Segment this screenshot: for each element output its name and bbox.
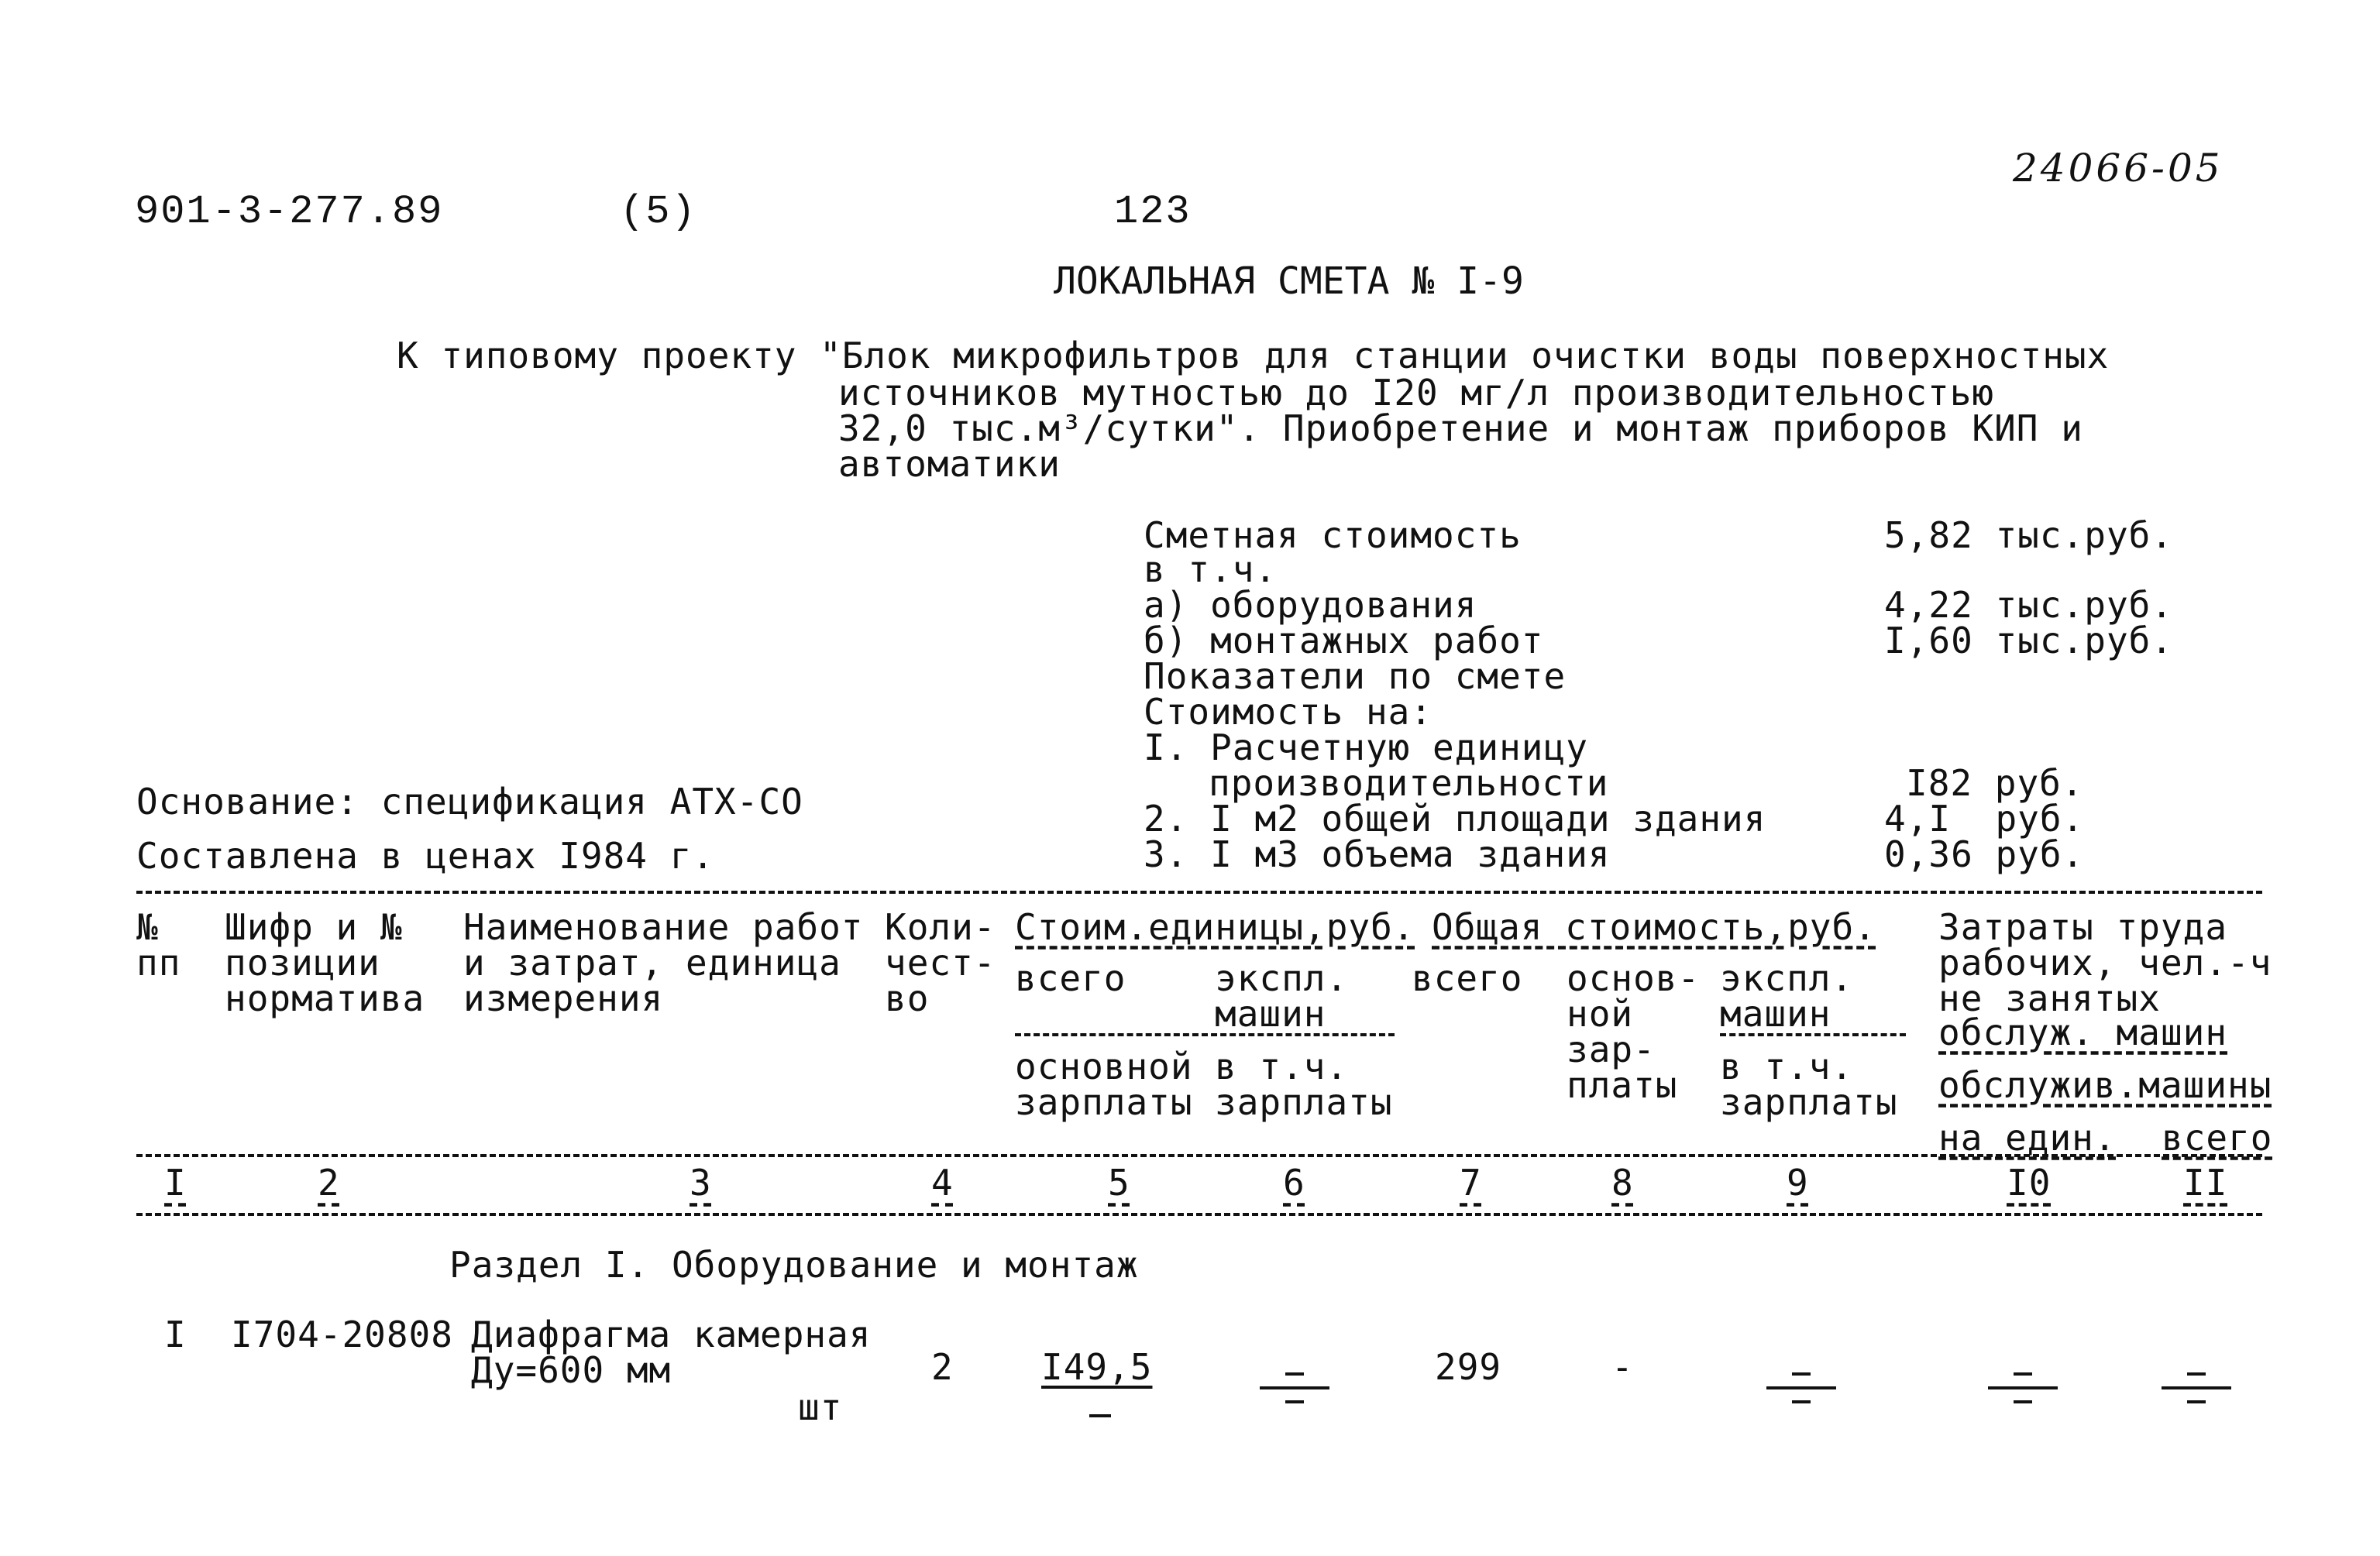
header-total-machines: экспл. машин — [1720, 957, 1854, 1035]
column-numbers-rule — [136, 1213, 2262, 1216]
header-quantity: Коли- чест- во — [885, 906, 996, 1019]
header-labor: Затраты труда рабочих, чел.-ч не занятых — [1938, 906, 2272, 1019]
row-labor-total-empty — [2162, 1372, 2231, 1403]
row-base-salary: - — [1611, 1346, 1634, 1388]
indicator-3-label: 3. I м3 объема здания — [1144, 833, 1611, 875]
project-name-line1: "Блок микрофильтров для станции очистки воды поверхностных — [820, 335, 2110, 376]
row-name-line1: Диафрагма камерная — [471, 1314, 872, 1355]
indicator-1-label: I. Расчетную единицу — [1144, 726, 1588, 768]
document-code: 901-3-277.89 — [135, 189, 444, 235]
table-top-rule — [136, 891, 2262, 894]
row-unit: шт — [798, 1386, 843, 1428]
archive-stamp-number: 24066-05 — [2013, 146, 2224, 191]
including-label: в т.ч. — [1144, 548, 1278, 590]
column-number-10: I0 — [2007, 1162, 2052, 1204]
row-unit-cost: I49,5 — [1041, 1346, 1153, 1388]
indicator-3-value: 0,36 руб. — [1884, 833, 2085, 875]
indicator-1-value: I82 руб. — [1906, 762, 2084, 804]
header-total-all: всего — [1412, 957, 1523, 999]
row-number: I — [164, 1314, 187, 1355]
column-number-2: 2 — [318, 1162, 340, 1204]
header-labor-per-unit: на един. — [1938, 1117, 2117, 1159]
page-number: 123 — [1114, 189, 1192, 235]
column-number-3: 3 — [690, 1162, 712, 1204]
header-total-cost: Общая стоимость,руб. — [1432, 906, 1876, 948]
row-position-code: I704-20808 — [231, 1314, 453, 1355]
column-number-6: 6 — [1283, 1162, 1305, 1204]
header-work-name: Наименование работ и затрат, единица измерения — [463, 906, 864, 1019]
estimated-cost-label: Сметная стоимость — [1144, 514, 1522, 556]
row-labor-per-unit-empty — [1988, 1372, 2058, 1403]
project-label: К типовому проекту — [397, 335, 797, 376]
header-unit-total: всего — [1015, 957, 1126, 999]
row-quantity: 2 — [931, 1346, 954, 1388]
column-number-5: 5 — [1108, 1162, 1130, 1204]
row-name-line2: Ду=600 мм — [471, 1349, 672, 1391]
document-title: ЛОКАЛЬНАЯ СМЕТА № I-9 — [1054, 259, 1524, 303]
column-number-9: 9 — [1787, 1162, 1809, 1204]
header-unit-divider — [1015, 1033, 1395, 1036]
row-total-machines-empty — [1766, 1372, 1836, 1403]
indicator-2-label: 2. I м2 общей площади здания — [1144, 798, 1766, 840]
project-name-line4: автоматики — [838, 443, 1061, 485]
header-unit-machine-salary: в т.ч. зарплаты — [1215, 1046, 1393, 1123]
header-bottom-rule — [136, 1154, 2262, 1157]
row-total: 299 — [1435, 1346, 1502, 1388]
installation-label: б) монтажных работ — [1144, 620, 1544, 661]
header-unit-cost: Стоим.единицы,руб. — [1015, 906, 1415, 948]
header-labor-machines: обслуж. машин — [1938, 1012, 2228, 1053]
row-unit-cost-salary-dash — [1089, 1414, 1111, 1417]
indicators-label: Показатели по смете — [1144, 655, 1567, 697]
header-total-divider — [1720, 1033, 1906, 1036]
basis-line: Основание: спецификация АТХ-СО — [136, 781, 803, 823]
header-total-machine-salary: в т.ч. зарплаты — [1720, 1046, 1898, 1123]
header-unit-base-salary: основной зарплаты — [1015, 1046, 1193, 1123]
project-name-line2: источников мутностью до I20 мг/л производительностью — [838, 372, 1995, 414]
estimated-cost-value: 5,82 тыс.руб. — [1884, 514, 2174, 556]
column-number-8: 8 — [1611, 1162, 1634, 1204]
header-total-base-salary: основ- ной зар- платы — [1567, 957, 1701, 1106]
row-unit-machines-empty — [1260, 1372, 1329, 1403]
header-unit-machines: экспл. машин — [1215, 957, 1349, 1035]
installation-value: I,60 тыс.руб. — [1884, 620, 2174, 661]
header-labor-total: всего — [2162, 1117, 2273, 1159]
section-title: Раздел I. Оборудование и монтаж — [449, 1244, 1139, 1286]
header-position-code: Шифр и № позиции норматива — [225, 906, 425, 1019]
indicator-2-value: 4,I руб. — [1884, 798, 2085, 840]
equipment-label: а) оборудования — [1144, 584, 1477, 626]
column-number-11: II — [2183, 1162, 2228, 1204]
indicator-1-label-cont: производительности — [1209, 762, 1609, 804]
column-number-7: 7 — [1460, 1162, 1482, 1204]
column-number-4: 4 — [931, 1162, 954, 1204]
header-row-number: № пп — [136, 906, 181, 984]
header-labor-machine-service: обслужив.машины — [1938, 1064, 2272, 1106]
column-number-1: I — [164, 1162, 187, 1204]
prices-line: Составлена в ценах I984 г. — [136, 835, 715, 877]
equipment-value: 4,22 тыс.руб. — [1884, 584, 2174, 626]
project-name-line3: 32,0 тыс.м³/сутки". Приобретение и монтаж приборов КИП и — [838, 407, 2083, 449]
issue-number: (5) — [620, 189, 697, 235]
cost-on-label: Стоимость на: — [1144, 691, 1433, 733]
